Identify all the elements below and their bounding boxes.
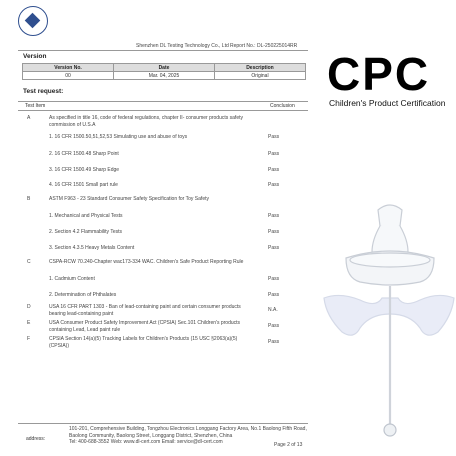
version-table (22, 63, 306, 80)
test-row-text: USA Consumer Product Safety Improvement Act (CPSIA) Sec.101 Children's products containing Lead, Lead paint rule (49, 320, 241, 333)
test-request-heading: Test request: (23, 88, 64, 95)
test-table-header-rule (18, 110, 308, 111)
weighted-ball (384, 424, 396, 436)
cpc-title: CPC (327, 48, 431, 100)
test-row-result: Pass (268, 182, 280, 188)
test-row-text: CSPA-RCW 70.240-Chapter wac173-334 WAC. Children's Safe Product Reporting Rule (49, 259, 244, 265)
test-row-result: Pass (268, 134, 280, 140)
test-row-result: Pass (268, 276, 280, 282)
test-row-code: B (27, 196, 31, 202)
footer-address (69, 426, 309, 446)
test-row-code: F (27, 336, 31, 342)
report-number: Report No.: DL-250225014RR (230, 43, 298, 49)
test-row-text: USA 16 CFR PART 1303 - Ban of lead-containing paint and certain consumer products bearing lead-containing paint (49, 304, 241, 317)
test-report-page (18, 6, 308, 450)
test-row-code: A (27, 115, 31, 121)
version-col-date: Date (114, 64, 215, 72)
test-row-code: D (27, 304, 31, 310)
straw-tip (378, 205, 402, 228)
footer-address-line: 101-201, Comprehensive Building, Tongzhou Electronics Longgang Factory Area, No.1 Baolong Fifth Road, (69, 426, 307, 432)
version-date: Mar. 04, 2025 (114, 72, 215, 80)
test-row-result: Pass (268, 339, 280, 345)
test-row-result: Pass (268, 213, 280, 219)
test-row-result: Pass (268, 292, 280, 298)
test-row-text: CPSIA Section 14(a)(5) Tracking Labels for Children's Products (15 USC §2063(a)(5) (CPSIA)) (49, 336, 238, 349)
test-table-top-rule (18, 101, 308, 102)
test-row-code: C (27, 259, 31, 265)
test-item-header: Test Item (25, 103, 46, 109)
footer-divider (18, 423, 308, 424)
page-number: Page 2 of 13 (274, 442, 303, 448)
footer-contact-line: Tel: 400-688-3552 Web: www.dl-cert.com Email: service@dl-cert.com (69, 439, 223, 445)
conclusion-header: Conclusion (270, 103, 295, 109)
version-col-description: Description (214, 64, 305, 72)
test-row-text: 3. 16 CFR 1500.49 Sharp Edge (49, 167, 120, 173)
test-row-text: 1. Cadmium Content (49, 276, 95, 282)
straw-cup-valve-image (320, 200, 456, 450)
version-col-no: Version No. (23, 64, 114, 72)
test-row-text: ASTM F963 - 23 Standard Consumer Safety Specification for Toy Safety (49, 196, 209, 202)
test-row-text: 2. 16 CFR 1500.48 Sharp Point (49, 151, 119, 157)
test-row-text: 1. 16 CFR 1500.50,51,52,53 Simulating use and abuse of toys (49, 134, 188, 140)
test-row-text: As specified in title 16, code of federal regulations, chapter II- consumer products safety commission of U.S.A (49, 115, 243, 128)
test-row-result: Pass (268, 151, 280, 157)
cpc-subtitle: Children's Product Certification (329, 98, 446, 108)
test-row-result: Pass (268, 167, 280, 173)
straw-neck (372, 226, 408, 252)
test-row-result: Pass (268, 229, 280, 235)
lab-logo (18, 6, 48, 36)
footer-address-label: address: (26, 436, 46, 442)
test-row-text: 2. Determination of Phthalates (49, 292, 117, 298)
version-description: Original (214, 72, 305, 80)
test-row-text: 1. Mechanical and Physical Tests (49, 213, 123, 219)
test-row-result: Pass (268, 323, 280, 329)
test-row-result: Pass (268, 245, 280, 251)
test-row-text: 2. Section 4.2 Flammability Tests (49, 229, 122, 235)
test-row-text: 4. 16 CFR 1501 Small part rule (49, 182, 118, 188)
header-divider (18, 50, 308, 51)
test-row-result: N.A. (268, 307, 278, 313)
version-no: 00 (23, 72, 114, 80)
footer-address-line: Baolong Community, Baolong Street, Longgang District, Shenzhen, China (69, 432, 233, 439)
lab-company-name: Shenzhen DL Testing Technology Co., Ltd (136, 43, 229, 49)
version-heading: Version (23, 53, 47, 60)
test-row-code: E (27, 320, 31, 326)
test-row-text: 3. Section 4.3.5 Heavy Metals Content (49, 245, 135, 251)
valve-rim (350, 253, 430, 267)
